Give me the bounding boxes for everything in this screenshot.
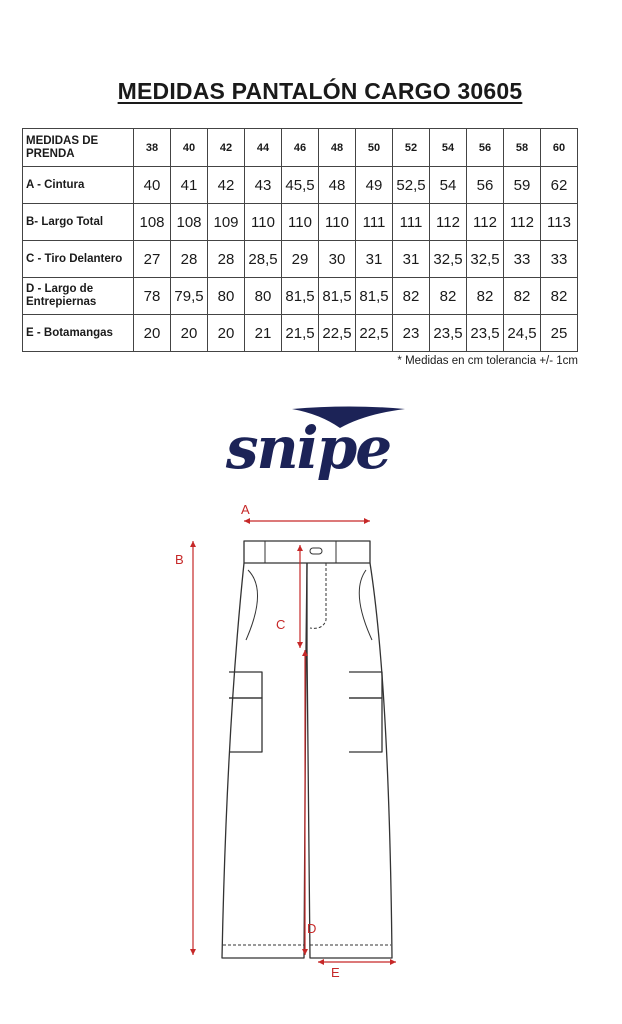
measurement-value: 80 [245,278,282,315]
size-chart-table [22,128,578,352]
dimension-label-c: C [276,617,286,632]
table-row [23,315,578,352]
measurement-value: 24,5 [504,315,541,352]
table-row [23,241,578,278]
measurement-value: 43 [245,167,282,204]
right-front-pocket [359,570,372,640]
measurement-value: 112 [504,204,541,241]
measurement-value: 41 [171,167,208,204]
measurement-label: D - Largo de Entrepiernas [23,278,134,315]
table-header-row [23,129,578,167]
waistband [244,541,370,563]
measurement-value: 28 [171,241,208,278]
measurement-value: 81,5 [356,278,393,315]
size-header: 48 [319,129,356,167]
measurement-value: 30 [319,241,356,278]
table-row [23,167,578,204]
measurement-value: 32,5 [430,241,467,278]
tolerance-note: * Medidas en cm tolerancia +/- 1cm [397,355,578,367]
size-header: 56 [467,129,504,167]
measurement-value: 82 [541,278,578,315]
measurement-value: 111 [356,204,393,241]
measurement-value: 108 [171,204,208,241]
measurement-value: 110 [282,204,319,241]
left-cargo-pocket [229,698,262,752]
measurement-value: 82 [430,278,467,315]
dimension-label-d: D [307,921,317,936]
left-leg-outline [222,563,307,958]
measurement-value: 28,5 [245,241,282,278]
page-title: MEDIDAS PANTALÓN CARGO 30605 [117,78,523,104]
measurement-value: 109 [208,204,245,241]
pants-technical-drawing [160,500,420,990]
measurement-value: 21 [245,315,282,352]
measurement-label: A - Cintura [23,167,134,204]
waist-button [310,548,322,554]
measurement-value: 108 [134,204,171,241]
measurement-value: 25 [541,315,578,352]
measurement-value: 112 [467,204,504,241]
snipe-logo [190,400,440,480]
measurement-value: 59 [504,167,541,204]
header-label: MEDIDAS DE PRENDA [23,129,134,167]
measurement-value: 40 [134,167,171,204]
left-front-pocket [246,570,258,640]
measurement-value: 20 [134,315,171,352]
right-leg-outline [307,563,392,958]
size-header: 60 [541,129,578,167]
dimension-label-e: E [331,965,340,980]
table-row [23,278,578,315]
measurement-value: 82 [467,278,504,315]
measurement-value: 21,5 [282,315,319,352]
measurement-value: 20 [171,315,208,352]
measurement-value: 82 [504,278,541,315]
measurement-value: 110 [245,204,282,241]
measurement-value: 28 [208,241,245,278]
measurement-value: 62 [541,167,578,204]
measurement-label: B- Largo Total [23,204,134,241]
measurement-value: 32,5 [467,241,504,278]
measurement-value: 54 [430,167,467,204]
dimension-label-a: A [241,502,250,517]
measurement-value: 45,5 [282,167,319,204]
dimension-label-b: B [175,552,184,567]
size-header: 52 [393,129,430,167]
right-cargo-pocket [349,698,382,752]
right-cargo-flap [349,672,382,698]
size-header: 38 [134,129,171,167]
measurement-value: 110 [319,204,356,241]
measurement-value: 78 [134,278,171,315]
measurement-value: 31 [356,241,393,278]
size-header: 54 [430,129,467,167]
measurement-value: 20 [208,315,245,352]
size-header: 58 [504,129,541,167]
measurement-value: 27 [134,241,171,278]
measurement-value: 112 [430,204,467,241]
measurement-value: 48 [319,167,356,204]
measurement-value: 42 [208,167,245,204]
size-header: 40 [171,129,208,167]
measurement-value: 31 [393,241,430,278]
measurement-value: 33 [541,241,578,278]
measurement-value: 82 [393,278,430,315]
measurement-value: 23 [393,315,430,352]
size-header: 46 [282,129,319,167]
logo-wordmark: snipe [225,414,391,480]
measurement-value: 23,5 [430,315,467,352]
measurement-value: 79,5 [171,278,208,315]
table-row [23,204,578,241]
measurement-value: 81,5 [282,278,319,315]
measurement-value: 52,5 [393,167,430,204]
measurement-value: 81,5 [319,278,356,315]
measurement-label: E - Botamangas [23,315,134,352]
measurement-value: 111 [393,204,430,241]
size-header: 44 [245,129,282,167]
size-header: 50 [356,129,393,167]
measurement-value: 29 [282,241,319,278]
measurement-label: C - Tiro Delantero [23,241,134,278]
measurement-value: 22,5 [356,315,393,352]
fly-stitch [310,563,326,628]
measurement-value: 56 [467,167,504,204]
size-header: 42 [208,129,245,167]
measurement-value: 22,5 [319,315,356,352]
measurement-value: 113 [541,204,578,241]
measurement-value: 49 [356,167,393,204]
measurement-value: 23,5 [467,315,504,352]
measurement-value: 80 [208,278,245,315]
measurement-value: 33 [504,241,541,278]
